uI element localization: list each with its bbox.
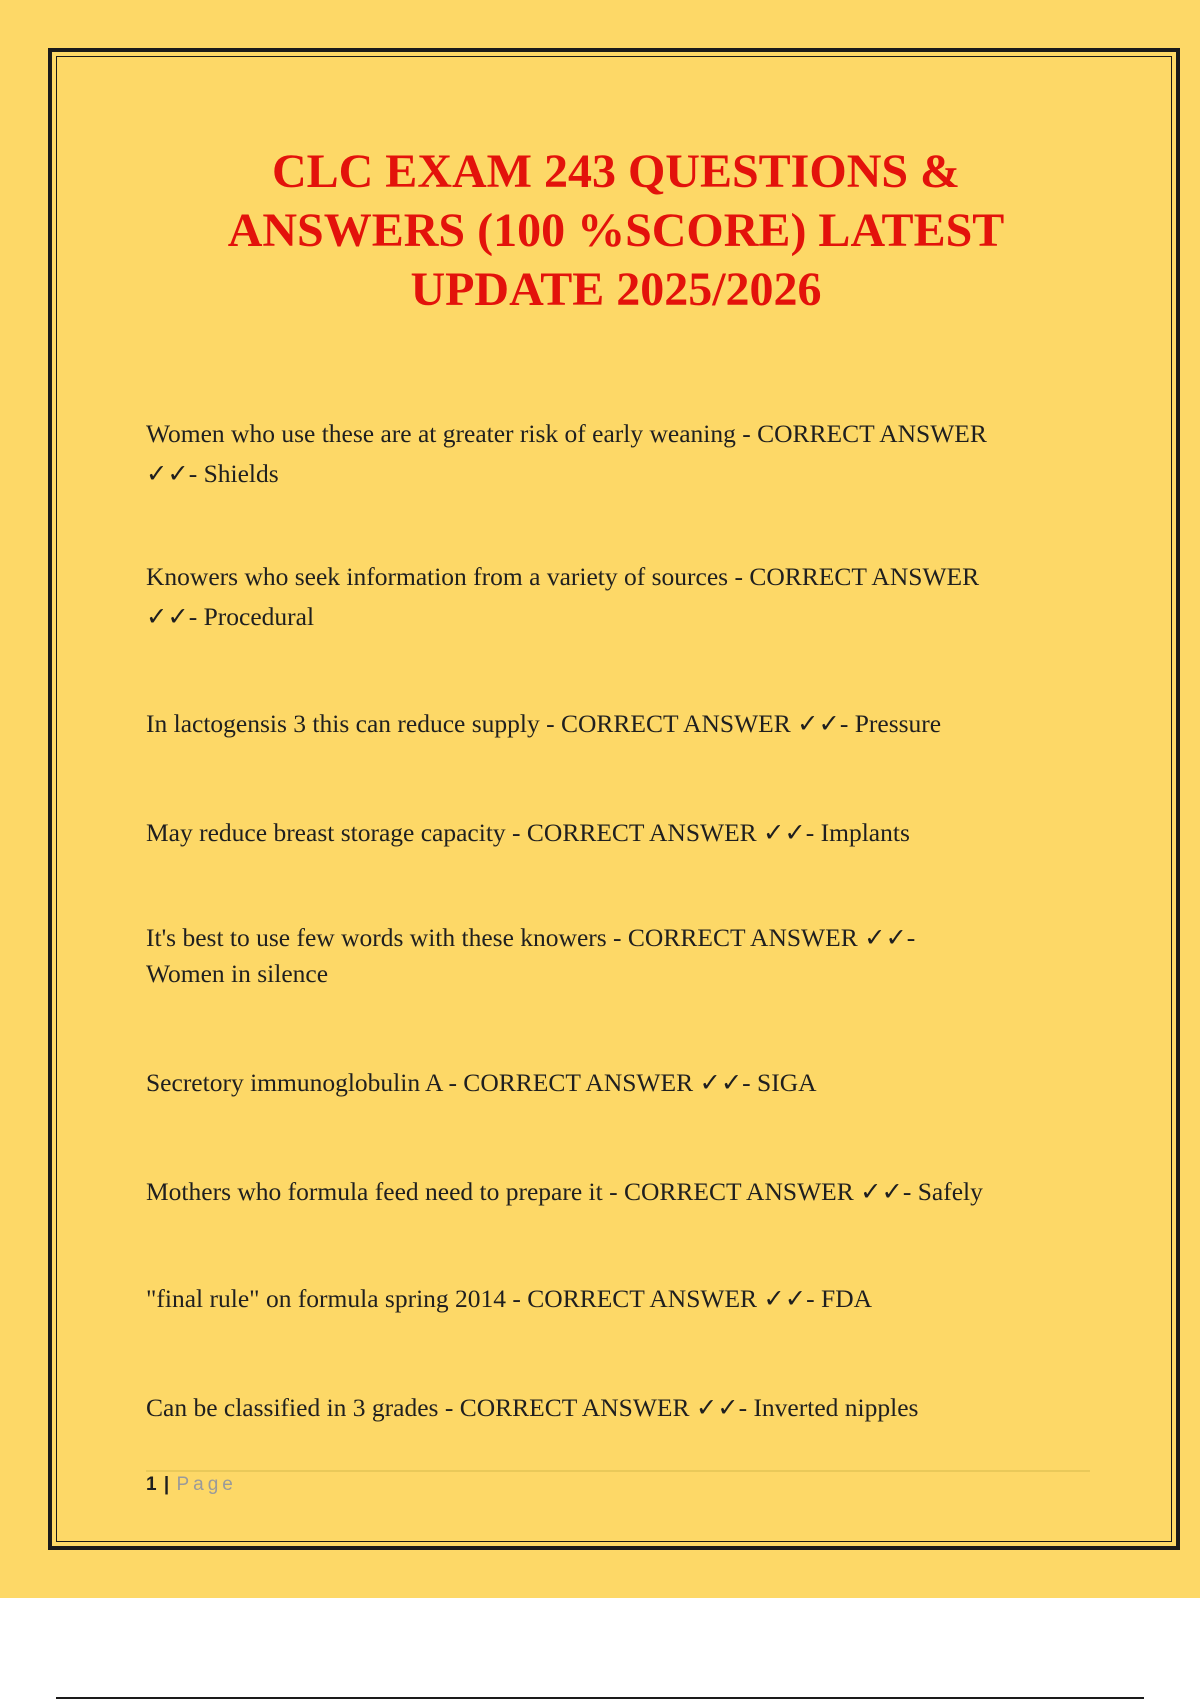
page-label: Page — [176, 1474, 237, 1495]
qa-item — [146, 1172, 1096, 1212]
qa-item-line-1: Secretory immunoglobulin A - CORRECT ANSWER ✓✓- SIGA — [146, 1068, 817, 1097]
qa-item-line-1: Mothers who formula feed need to prepare it - CORRECT ANSWER ✓✓- Safely — [146, 1177, 983, 1206]
title-line-1: CLC EXAM 243 QUESTIONS & — [271, 145, 961, 198]
qa-item-line-1: It's best to use few words with these knowers - CORRECT ANSWER ✓✓- — [146, 923, 916, 952]
qa-item — [146, 920, 1096, 992]
qa-item-line-1: Knowers who seek information from a variety of sources - CORRECT ANSWER — [146, 562, 980, 591]
qa-item-line-2: ✓✓- Procedural — [146, 602, 315, 631]
footer-divider — [146, 1470, 1090, 1472]
qa-item-line-1: Women who use these are at greater risk of early weaning - CORRECT ANSWER — [146, 419, 987, 448]
document-title — [120, 142, 1112, 319]
qa-item — [146, 1279, 1096, 1319]
page-footer — [146, 1474, 237, 1496]
title-line-3: UPDATE 2025/2026 — [410, 263, 822, 316]
qa-item-line-1: In lactogensis 3 this can reduce supply - CORRECT ANSWER ✓✓- Pressure — [146, 709, 942, 738]
qa-item — [146, 557, 1096, 637]
title-line-2: ANSWERS (100 %SCORE) LATEST — [227, 204, 1005, 257]
bottom-divider — [56, 1697, 1144, 1699]
qa-item — [146, 813, 1096, 853]
qa-item-line-1: May reduce breast storage capacity - CORRECT ANSWER ✓✓- Implants — [146, 818, 910, 847]
qa-item — [146, 1063, 1096, 1103]
qa-item-line-1: "final rule" on formula spring 2014 - CORRECT ANSWER ✓✓- FDA — [146, 1284, 873, 1313]
qa-item-line-2: Women in silence — [146, 959, 329, 988]
page-number: 1 — [146, 1474, 158, 1495]
qa-item-line-2: ✓✓- Shields — [146, 459, 279, 488]
qa-item — [146, 414, 1096, 494]
qa-item — [146, 704, 1096, 744]
page-separator: | — [163, 1474, 171, 1495]
qa-item — [146, 1388, 1096, 1428]
qa-item-line-1: Can be classified in 3 grades - CORRECT ANSWER ✓✓- Inverted nipples — [146, 1393, 919, 1422]
